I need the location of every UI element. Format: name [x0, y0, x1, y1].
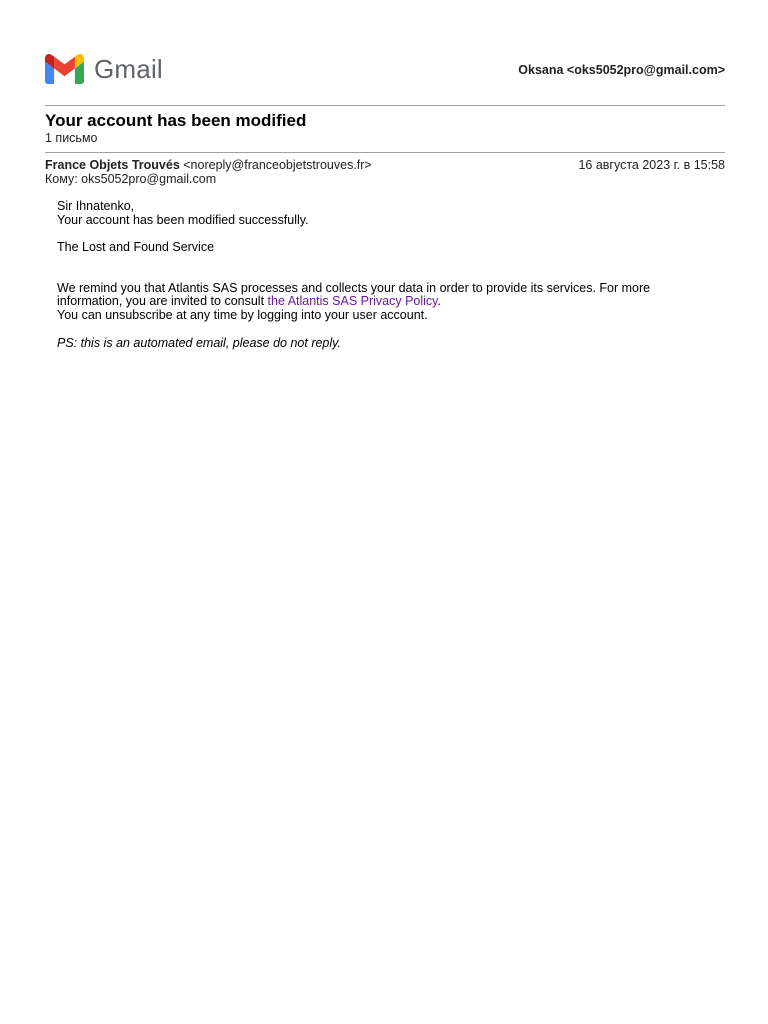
sender-line: [45, 158, 372, 172]
divider: [45, 105, 725, 106]
gmail-wordmark: Gmail: [94, 54, 163, 84]
recipient-email: oks5052pro@gmail.com: [81, 172, 217, 186]
sender-email: <noreply@franceobjetstrouves.fr>: [179, 158, 372, 172]
ps-note: PS: this is an automated email, please do not reply.: [57, 335, 341, 350]
body-line: Your account has been modified successfully.: [57, 212, 309, 227]
message-date: 16 августа 2023 г. в 15:58: [578, 158, 725, 172]
message-count: 1 письмо: [45, 131, 98, 145]
privacy-text: We remind you that Atlantis SAS processes and collects your data in order to provide its services. For more information, you are invited to consult: [57, 280, 651, 309]
divider: [45, 152, 725, 153]
recipient-line: [45, 172, 216, 186]
email-print-page: [45, 0, 725, 350]
sender-name: France Objets Trouvés: [45, 158, 180, 172]
header: [45, 0, 725, 106]
greeting: Sir Ihnatenko,: [57, 199, 135, 213]
gmail-logo[interactable]: [45, 54, 163, 84]
account-label: Oksana <oks5052pro@gmail.com>: [518, 63, 725, 77]
message-body: [57, 200, 697, 350]
thread-subject: Your account has been modified: [45, 111, 307, 130]
recipient-label: Кому:: [45, 172, 82, 186]
unsubscribe-notice: You can unsubscribe at any time by logging into your user account.: [57, 307, 428, 322]
gmail-m-icon: [45, 54, 84, 84]
privacy-notice: [57, 282, 697, 309]
privacy-text-end: .: [437, 294, 441, 309]
privacy-policy-link[interactable]: the Atlantis SAS Privacy Policy: [267, 294, 438, 309]
signature: The Lost and Found Service: [57, 240, 215, 255]
